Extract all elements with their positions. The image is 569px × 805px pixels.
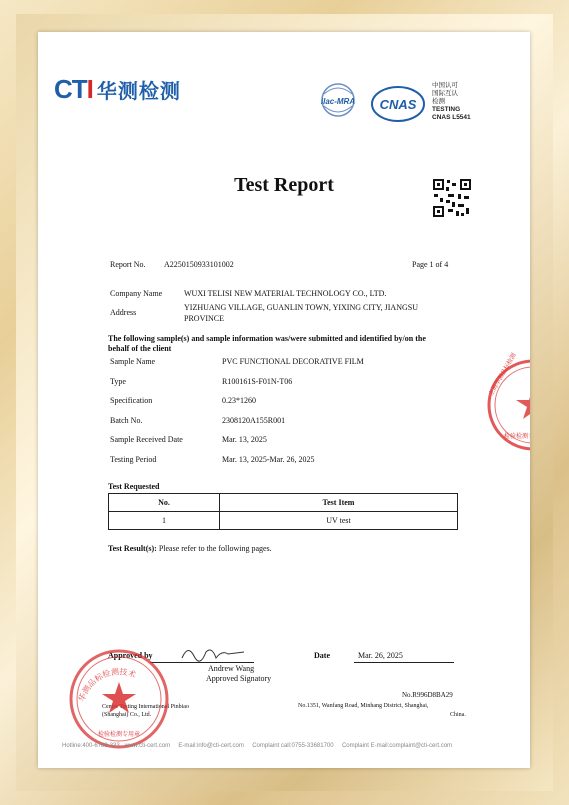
logo-chinese: 华测检测: [96, 79, 181, 103]
footer-email: E-mail:info@cti-cert.com: [178, 743, 244, 749]
doc-no: No.R996D8BA29: [402, 691, 453, 699]
footer-hotline: Hotline:400-6788-333: [62, 743, 120, 749]
received-label: Sample Received Date: [110, 435, 183, 444]
logo-i: I: [86, 74, 93, 104]
sample-type: R100161S-F01N-T06: [222, 377, 293, 386]
logo-latin: CT: [54, 74, 87, 104]
row-no: 1: [109, 512, 220, 530]
lab-address-line1: No.1351, Wanfang Road, Minhang District, Shanghai,: [298, 703, 429, 709]
row-test-item: UV test: [220, 512, 458, 530]
footer-web: www.cti-cert.com: [124, 743, 171, 749]
approval-date: Mar. 26, 2025: [358, 651, 403, 660]
official-stamp-right: [478, 350, 547, 460]
footer-contacts: [62, 743, 452, 749]
cnas-label: CNAS: [379, 97, 417, 112]
page-number: Page 1 of 4: [412, 260, 449, 269]
centre-text1: Centre Testing International Pinbiao: [102, 704, 189, 710]
type-label: Type: [110, 377, 126, 386]
sample-intro-line1: The following sample(s) and sample information was/were submitted and identified by/on the: [108, 334, 426, 343]
col-test-item: Test Item: [220, 494, 458, 512]
date-line: [354, 662, 454, 663]
report-no: A2250150933101002: [164, 260, 234, 269]
address-line2: PROVINCE: [184, 314, 225, 323]
stamp-left-sub: 检验检测专用章: [97, 731, 141, 738]
stamp-right-sub: 检验检测专用章: [504, 433, 547, 440]
cnas-accreditation-text: 中国认可 国际互认 检测 TESTING CNAS L5541: [432, 82, 471, 121]
address-line1: YIZHUANG VILLAGE, GUANLIN TOWN, YIXING CITY, JIANGSU: [184, 303, 418, 312]
footer-complaint-email: Complaint E-mail:complaint@cti-cert.com: [341, 743, 453, 749]
report-title: Test Report: [234, 174, 334, 196]
footer-complaint-call: Complaint call:0755-33681700: [252, 743, 334, 749]
centre-text2: (Shanghai) Co., Ltd.: [102, 712, 152, 718]
stamp-left-text: 华测品标检测技术: [77, 667, 138, 703]
sample-intro-line2: behalf of the client: [108, 344, 172, 353]
stamp-right-text: 上海华测品标检测: [487, 351, 518, 397]
qr-code: [432, 178, 472, 218]
ilac-label: ilac-MRA: [320, 97, 356, 106]
cti-logo: [54, 74, 181, 105]
spec-label: Specification: [110, 396, 153, 405]
address-label: Address: [110, 308, 137, 317]
batch-label: Batch No.: [110, 416, 143, 425]
approved-by-label: Approved by: [108, 651, 153, 660]
sample-name: PVC FUNCTIONAL DECORATIVE FILM: [222, 357, 364, 366]
company-name: WUXI TELISI NEW MATERIAL TECHNOLOGY CO., LTD.: [184, 289, 387, 298]
lab-address-line2: China.: [450, 712, 466, 718]
test-result: [108, 544, 272, 554]
period-label: Testing Period: [110, 455, 157, 464]
received-date: Mar. 13, 2025: [222, 435, 267, 444]
testing-period: Mar. 13, 2025-Mar. 26, 2025: [222, 455, 315, 464]
signatory-role: Approved Signatory: [206, 674, 272, 683]
company-name-label: Company Name: [110, 289, 163, 298]
signatory-name: Andrew Wang: [208, 664, 255, 673]
report-page: [38, 32, 547, 768]
table-header-row: [109, 494, 458, 512]
cnas-logo: [370, 84, 426, 124]
sample-spec: 0.23*1260: [222, 396, 256, 405]
official-stamp-left: [64, 644, 174, 754]
test-requested-table: [108, 493, 458, 530]
date-label: Date: [314, 651, 330, 660]
batch-no: 2308120A155R001: [222, 416, 286, 425]
ilac-mra-logo: [312, 80, 364, 126]
report-no-label: Report No.: [110, 260, 146, 269]
handwritten-signature: [178, 640, 248, 664]
test-requested-heading: Test Requested: [108, 482, 160, 491]
table-row: [109, 512, 458, 530]
test-result-text: Please refer to the following pages.: [158, 544, 272, 553]
sample-name-label: Sample Name: [110, 357, 156, 366]
col-no: No.: [109, 494, 220, 512]
test-result-label: Test Result(s):: [108, 544, 157, 553]
